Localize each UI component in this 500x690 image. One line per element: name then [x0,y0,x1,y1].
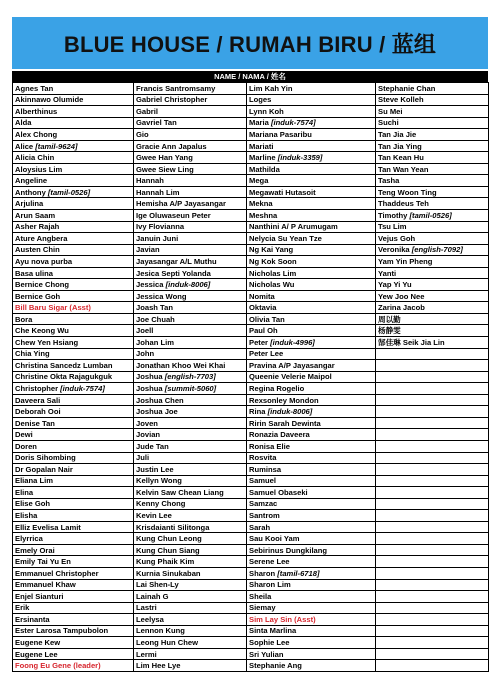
name-cell: Nanthini A/ P Arumugam [247,221,376,233]
name-cell: Lastri [134,602,247,614]
name-cell: Kung Chun Siang [134,544,247,556]
table-row [13,348,489,360]
name-cell: Ature Angbera [13,233,134,245]
name-cell: Gio [134,129,247,141]
name-cell [376,602,489,614]
name-cell: Christine Okta Rajagukguk [13,371,134,383]
name-cell: Tan Jia Ying [376,140,489,152]
name-cell: Stephanie Chan [376,83,489,95]
name-cell [376,452,489,464]
name-cell: Vejus Goh [376,233,489,245]
column-header: NAME / NAMA / 姓名 [12,71,488,82]
name-cell: Lynn Koh [247,106,376,118]
table-row [13,567,489,579]
name-cell: Rexsonley Mondon [247,394,376,406]
table-row [13,117,489,129]
name-cell: Mathilda [247,163,376,175]
name-cell: Yap Yi Yu [376,279,489,291]
name-cell: Queenie Velerie Maipol [247,371,376,383]
name-cell: Arun Saam [13,210,134,222]
name-cell [376,533,489,545]
name-cell [376,475,489,487]
name-cell: Yam Yin Pheng [376,256,489,268]
name-table [12,82,489,672]
name-cell: Christina Sancedz Lumban [13,360,134,372]
name-cell: Lermi [134,648,247,660]
name-cell: Alice [tamil-9624] [13,140,134,152]
name-cell: Javian [134,244,247,256]
name-cell: Januin Juni [134,233,247,245]
name-cell: Joe Chuah [134,313,247,325]
table-row [13,544,489,556]
name-cell: Sebirinus Dungkilang [247,544,376,556]
name-cell: Joshua [summit-5060] [134,383,247,395]
name-cell: Hannah Lim [134,186,247,198]
name-cell: Kung Chun Leong [134,533,247,545]
name-cell: Austen Chin [13,244,134,256]
name-cell: Samuel Obaseki [247,487,376,499]
name-cell: Stephanie Ang [247,660,376,672]
table-row [13,591,489,603]
name-cell: Nelycia Su Yean Tze [247,233,376,245]
name-cell: Nomita [247,290,376,302]
name-cell: Agnes Tan [13,83,134,95]
name-cell: Regina Rogelio [247,383,376,395]
name-cell: Nicholas Lim [247,267,376,279]
name-cell: Anthony [tamil-0526] [13,186,134,198]
name-cell [376,625,489,637]
name-cell: Emily Tai Yu En [13,556,134,568]
name-cell: Emely Orai [13,544,134,556]
name-cell: Lennon Kung [134,625,247,637]
table-row [13,579,489,591]
name-cell: Jessica Wong [134,290,247,302]
table-row [13,244,489,256]
name-cell: Chew Yen Hsiang [13,337,134,349]
name-cell: Emmanuel Christopher [13,567,134,579]
name-cell: Joash Tan [134,302,247,314]
name-cell: Sharon [tamil-6718] [247,567,376,579]
table-row [13,290,489,302]
name-cell [376,510,489,522]
title-banner [12,17,488,69]
name-cell: Sheila [247,591,376,603]
name-cell: Jude Tan [134,440,247,452]
table-row [13,510,489,522]
name-cell: Daveera Sali [13,394,134,406]
name-cell: Ririn Sarah Dewinta [247,417,376,429]
name-cell: Dr Gopalan Nair [13,464,134,476]
name-cell: Elliz Evelisa Lamit [13,521,134,533]
name-cell: Joven [134,417,247,429]
name-cell: Kenny Chong [134,498,247,510]
name-cell: Jessica [induk-8006] [134,279,247,291]
name-cell: Angeline [13,175,134,187]
name-cell: Samzac [247,498,376,510]
name-cell [376,360,489,372]
name-cell: Chia Ying [13,348,134,360]
name-cell: Leong Hun Chew [134,637,247,649]
name-cell [376,394,489,406]
name-cell: Denise Tan [13,417,134,429]
name-cell: Akinnawo Olumide [13,94,134,106]
name-cell [376,371,489,383]
name-cell: Olivia Tan [247,313,376,325]
name-cell: Bernice Chong [13,279,134,291]
name-cell [376,591,489,603]
name-cell: Ayu nova purba [13,256,134,268]
name-cell: Elise Goh [13,498,134,510]
name-cell: Loges [247,94,376,106]
table-row [13,198,489,210]
name-cell [376,544,489,556]
table-row [13,487,489,499]
name-cell: Jesica Septi Yolanda [134,267,247,279]
name-cell: Su Mei [376,106,489,118]
name-cell: Justin Lee [134,464,247,476]
name-cell: Jovian [134,429,247,441]
name-cell: Santrom [247,510,376,522]
table-row [13,371,489,383]
table-row [13,602,489,614]
name-cell: Joell [134,325,247,337]
name-cell: Gwee Han Yang [134,152,247,164]
table-row [13,440,489,452]
name-cell: Serene Lee [247,556,376,568]
table-row [13,614,489,626]
name-cell: Paul Oh [247,325,376,337]
table-row [13,106,489,118]
name-cell: Bernice Goh [13,290,134,302]
name-cell: Kelvin Saw Chean Liang [134,487,247,499]
name-cell: Peter [induk-4996] [247,337,376,349]
table-row [13,452,489,464]
table-row [13,394,489,406]
name-cell [376,406,489,418]
table-row [13,129,489,141]
name-cell: Samuel [247,475,376,487]
name-cell: Emmanuel Khaw [13,579,134,591]
name-cell: Kevin Lee [134,510,247,522]
table-row [13,325,489,337]
name-cell: Deborah Ooi [13,406,134,418]
name-cell: Bora [13,313,134,325]
name-cell: Bill Baru Sigar (Asst) [13,302,134,314]
table-row [13,186,489,198]
name-cell: Ng Kok Soon [247,256,376,268]
name-cell [376,614,489,626]
table-row [13,233,489,245]
table-row [13,210,489,222]
table-row [13,556,489,568]
name-cell: Joshua Chen [134,394,247,406]
table-row [13,152,489,164]
name-cell [376,417,489,429]
name-cell: Lainah G [134,591,247,603]
name-cell: Alberthinus [13,106,134,118]
name-cell: Doris Sihombing [13,452,134,464]
name-cell: Sinta Marlina [247,625,376,637]
name-cell: Gabriel Christopher [134,94,247,106]
name-cell: Foong Eu Gene (leader) [13,660,134,672]
name-cell: Eliana Lim [13,475,134,487]
table-row [13,279,489,291]
name-cell: Ester Larosa Tampubolon [13,625,134,637]
name-cell [376,556,489,568]
name-cell: Joshua [english-7703] [134,371,247,383]
name-cell: Francis Santromsamy [134,83,247,95]
name-cell: Teng Woon Ting [376,186,489,198]
name-cell: Ng Kai Yang [247,244,376,256]
name-cell: Ruminsa [247,464,376,476]
name-cell: Zarina Jacob [376,302,489,314]
table-row [13,175,489,187]
table-row [13,464,489,476]
table-row [13,83,489,95]
table-row [13,533,489,545]
table-row [13,94,489,106]
name-cell [376,464,489,476]
name-cell: Doren [13,440,134,452]
table-row [13,429,489,441]
name-cell [376,637,489,649]
table-row [13,140,489,152]
name-cell: Megawati Hutasoit [247,186,376,198]
name-cell: Suchi [376,117,489,129]
name-cell: Tasha [376,175,489,187]
name-cell: Timothy [tamil-0526] [376,210,489,222]
name-cell: Kellyn Wong [134,475,247,487]
name-cell: Nicholas Wu [247,279,376,291]
name-cell: Ronisa Elie [247,440,376,452]
table-row [13,302,489,314]
name-cell: Mekna [247,198,376,210]
name-cell: Tan Wan Yean [376,163,489,175]
name-cell: Sri Yulian [247,648,376,660]
name-cell [376,383,489,395]
name-cell: Thaddeus Teh [376,198,489,210]
name-cell: Alda [13,117,134,129]
name-cell: Aloysius Lim [13,163,134,175]
name-cell: Maria [induk-7574] [247,117,376,129]
name-cell: Elyrrica [13,533,134,545]
name-cell: Jonathan Khoo Wei Khai [134,360,247,372]
name-cell: Yew Joo Nee [376,290,489,302]
name-cell: Kung Phaik Kim [134,556,247,568]
name-cell: Tsu Lim [376,221,489,233]
name-cell: Enjel Sianturi [13,591,134,603]
name-cell [376,348,489,360]
name-cell: Gwee Siew Ling [134,163,247,175]
name-cell: Steve Kolleh [376,94,489,106]
name-cell: 郜佳琳 Seik Jia Lin [376,337,489,349]
name-cell: Siemay [247,602,376,614]
name-cell [376,648,489,660]
table-row [13,417,489,429]
name-cell: Lai Shen-Ly [134,579,247,591]
table-row [13,163,489,175]
table-row [13,337,489,349]
name-cell: Asher Rajah [13,221,134,233]
name-cell: Lim Kah Yin [247,83,376,95]
name-cell: Veronika [english-7092] [376,244,489,256]
name-cell: Peter Lee [247,348,376,360]
name-cell: Juli [134,452,247,464]
name-cell: Che Keong Wu [13,325,134,337]
name-cell: 周以勤 [376,313,489,325]
name-cell: Elina [13,487,134,499]
name-cell [376,498,489,510]
name-cell: Rosvita [247,452,376,464]
table-row [13,648,489,660]
name-cell: Mariana Pasaribu [247,129,376,141]
name-cell: Yanti [376,267,489,279]
name-cell: Eugene Kew [13,637,134,649]
table-row [13,625,489,637]
name-cell [376,440,489,452]
name-cell: Mega [247,175,376,187]
name-cell: Gabril [134,106,247,118]
name-cell [376,429,489,441]
name-cell: Krisdaianti Silitonga [134,521,247,533]
page-title: BLUE HOUSE / RUMAH BIRU / 蓝组 [63,31,437,57]
table-row [13,637,489,649]
name-cell: Ivy Flovianna [134,221,247,233]
name-cell: Sau Kooi Yam [247,533,376,545]
table-row [13,521,489,533]
name-cell [376,567,489,579]
name-cell: Rina [induk-8006] [247,406,376,418]
name-cell: Joshua Joe [134,406,247,418]
table-row [13,256,489,268]
table-row [13,221,489,233]
name-cell [376,521,489,533]
table-row [13,660,489,672]
name-cell: Ersinanta [13,614,134,626]
table-row [13,498,489,510]
name-cell: Marline [induk-3359] [247,152,376,164]
name-cell: Tan Kean Hu [376,152,489,164]
name-cell: Pravina A/P Jayasangar [247,360,376,372]
name-cell: Ronazia Daveera [247,429,376,441]
table-row [13,406,489,418]
name-cell: Jayasangar A/L Muthu [134,256,247,268]
name-cell: Sim Lay Sin (Asst) [247,614,376,626]
name-cell: Oktavia [247,302,376,314]
name-cell: Elisha [13,510,134,522]
name-cell: Leelysa [134,614,247,626]
name-cell: Arjulina [13,198,134,210]
name-cell: Sarah [247,521,376,533]
name-cell: Gracie Ann Japalus [134,140,247,152]
name-cell: John [134,348,247,360]
name-cell: Meshna [247,210,376,222]
name-cell: 杨静雯 [376,325,489,337]
table-row [13,475,489,487]
name-cell [376,579,489,591]
name-cell: Alex Chong [13,129,134,141]
name-cell: Tan Jia Jie [376,129,489,141]
table-row [13,313,489,325]
name-cell: Lim Hee Lye [134,660,247,672]
name-cell: Gavriel Tan [134,117,247,129]
name-cell: Kurnia Sinukaban [134,567,247,579]
name-cell: Alicia Chin [13,152,134,164]
name-cell: Eugene Lee [13,648,134,660]
name-cell: Hannah [134,175,247,187]
table-row [13,383,489,395]
name-cell: Sharon Lim [247,579,376,591]
name-cell: Erik [13,602,134,614]
name-cell: Christopher [induk-7574] [13,383,134,395]
name-cell: Ige Oluwaseun Peter [134,210,247,222]
name-cell: Hemisha A/P Jayasangar [134,198,247,210]
table-row [13,267,489,279]
name-cell: Mariati [247,140,376,152]
name-cell [376,487,489,499]
name-cell: Sophie Lee [247,637,376,649]
name-cell: Basa ulina [13,267,134,279]
name-cell [376,660,489,672]
name-cell: Johan Lim [134,337,247,349]
name-cell: Dewi [13,429,134,441]
table-row [13,360,489,372]
